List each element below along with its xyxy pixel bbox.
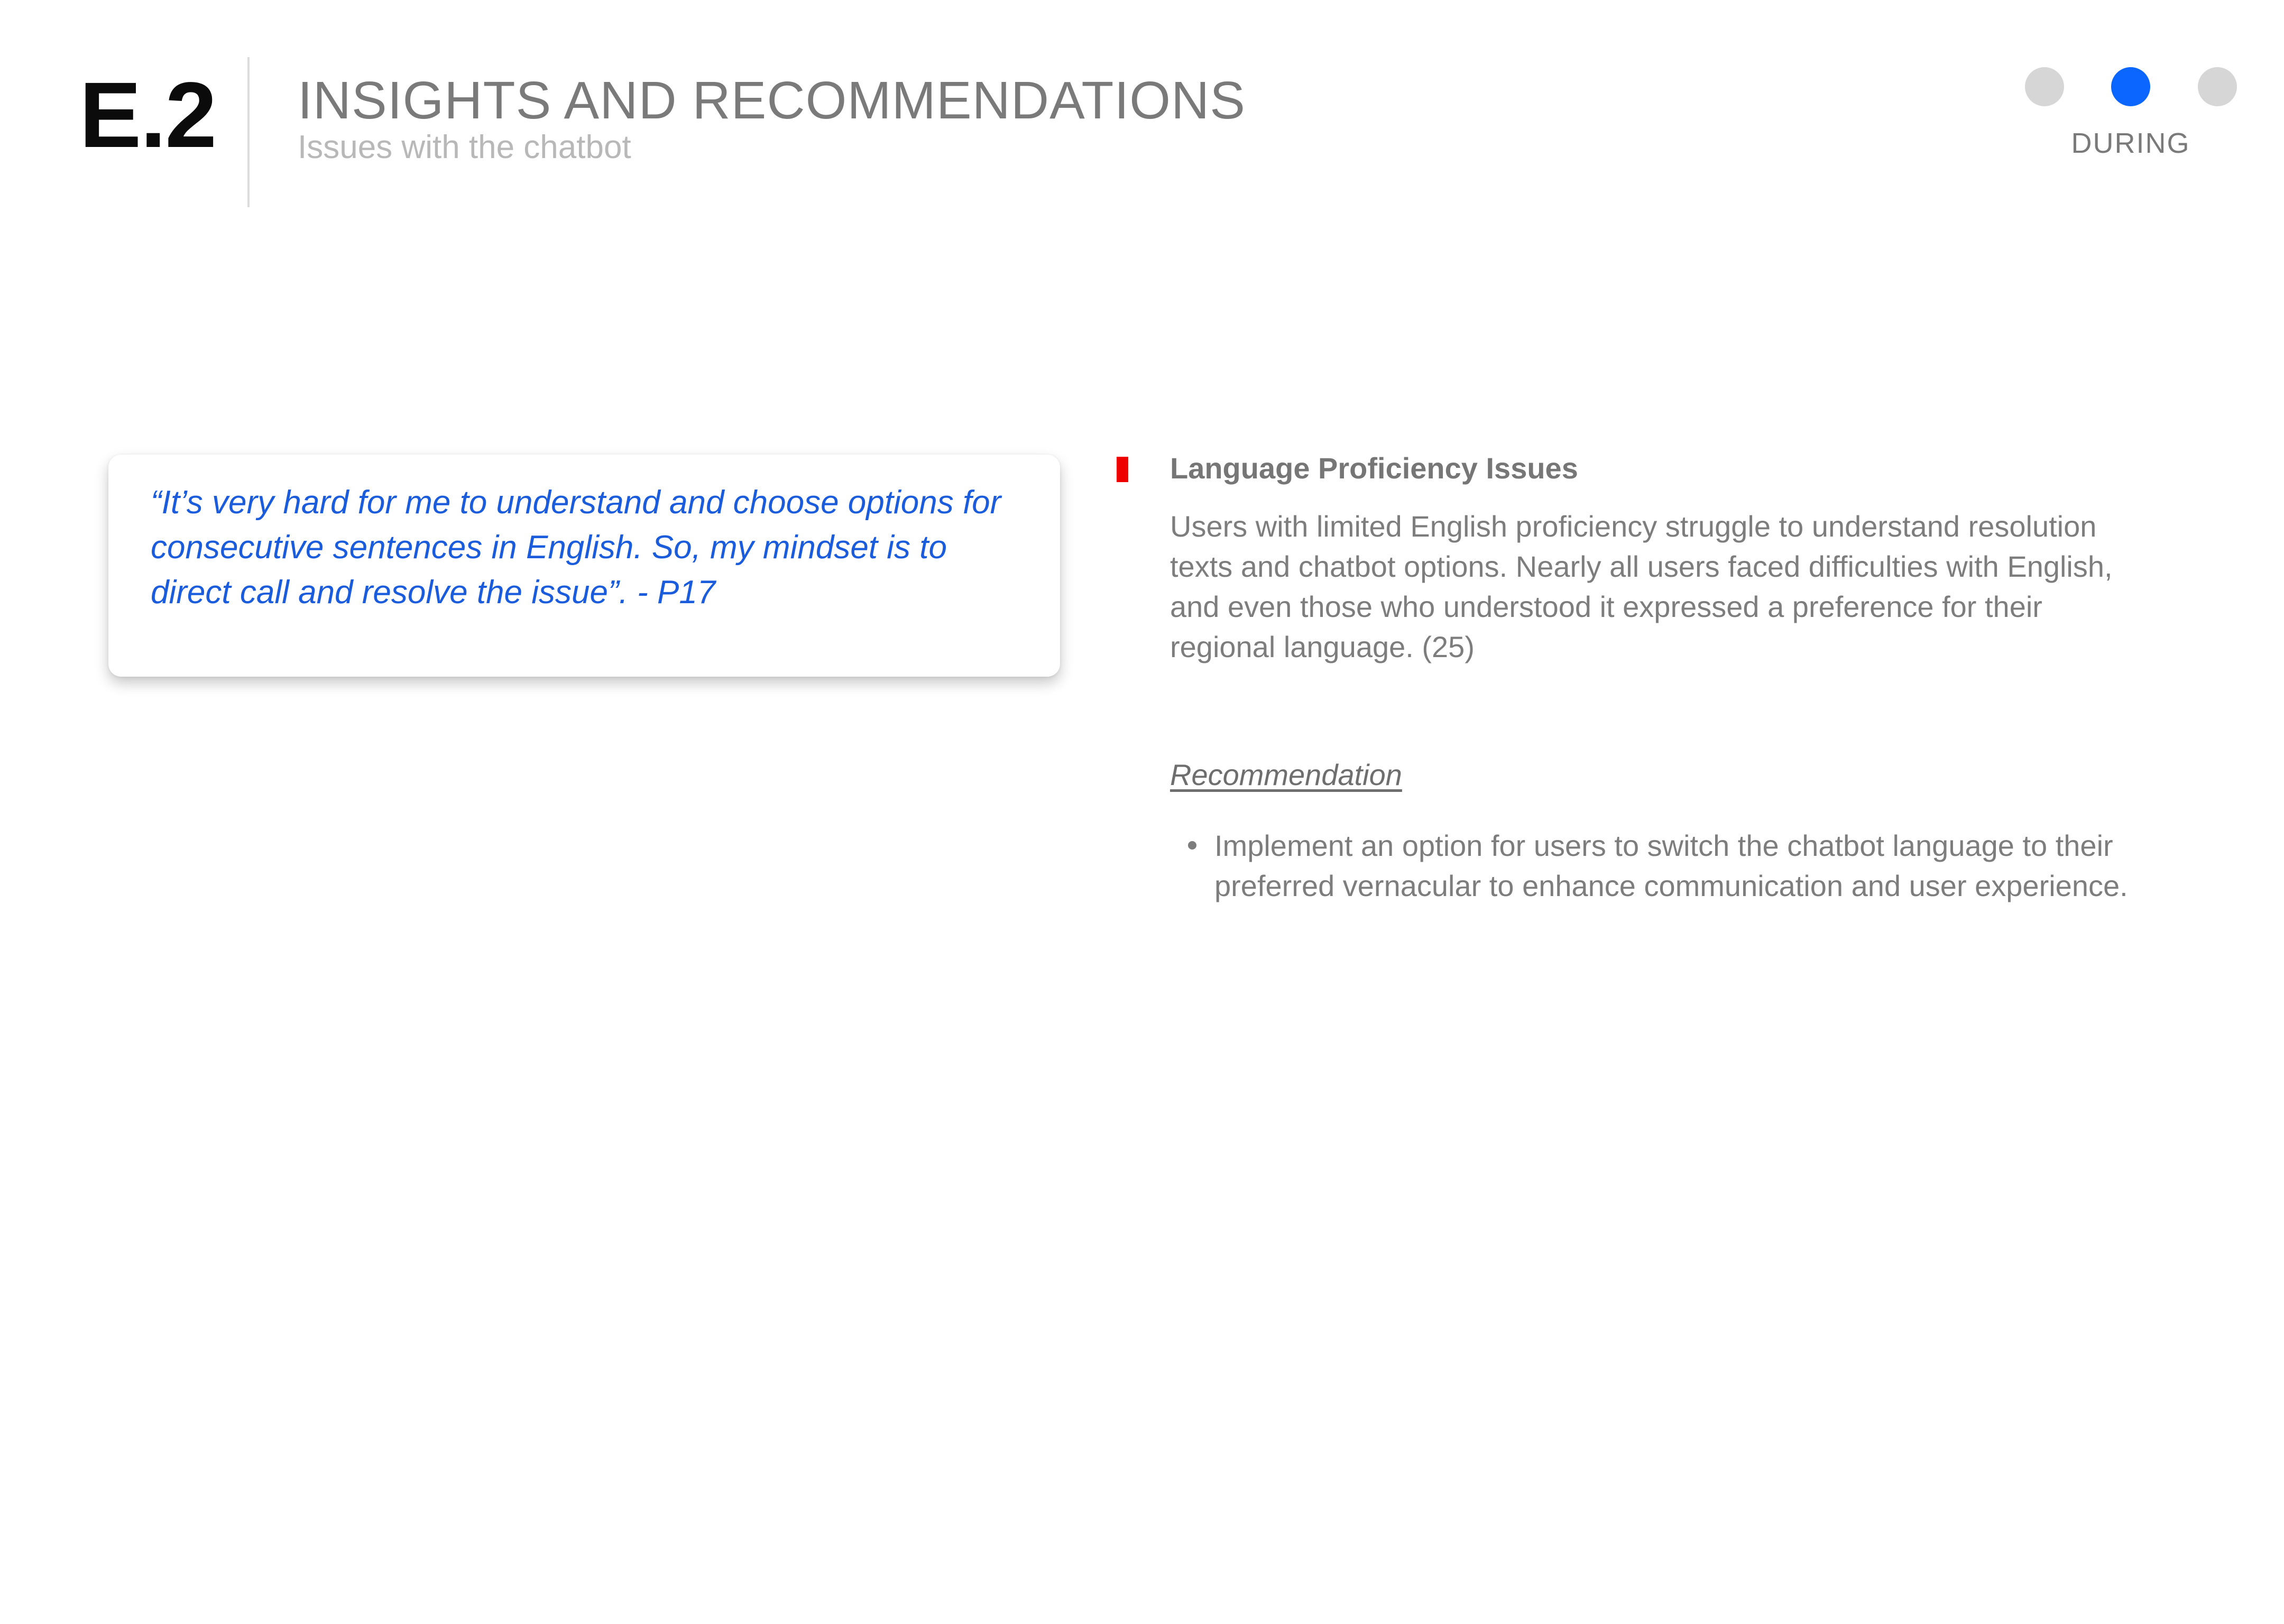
header-divider (247, 57, 250, 207)
section-code: E.2 (79, 63, 216, 167)
participant-quote: “It’s very hard for me to understand and choose options for consecutive sentences in English. So, my mindset is to direct call and resolve the issue”. - P17 (151, 484, 1001, 611)
stepper-dot-before[interactable] (2025, 67, 2064, 106)
recommendation-item (1214, 826, 2159, 906)
insight-heading: Language Proficiency Issues (1170, 451, 1578, 485)
quote-bubble (108, 455, 1060, 677)
bullet-icon (1188, 841, 1196, 850)
recommendation-heading: Recommendation (1170, 758, 1402, 791)
stepper-dot-during[interactable] (2111, 67, 2150, 106)
insight-marker (1117, 457, 1128, 482)
recommendation-item-text: Implement an option for users to switch the chatbot language to their preferred vernacular to enhance communication and user experience. (1214, 829, 2128, 902)
page-title: INSIGHTS AND RECOMMENDATIONS (298, 71, 1246, 130)
stepper-dot-after[interactable] (2198, 67, 2237, 106)
insight-body: Users with limited English proficiency struggle to understand resolution texts and chatbot options. Nearly all users faced difficulties with English, and even those who understood it expressed a preference for their regional language. (25) (1170, 510, 2113, 663)
stepper-label: DURING (2071, 127, 2190, 159)
recommendation-list (1170, 826, 2159, 906)
page-subtitle: Issues with the chatbot (298, 129, 631, 165)
